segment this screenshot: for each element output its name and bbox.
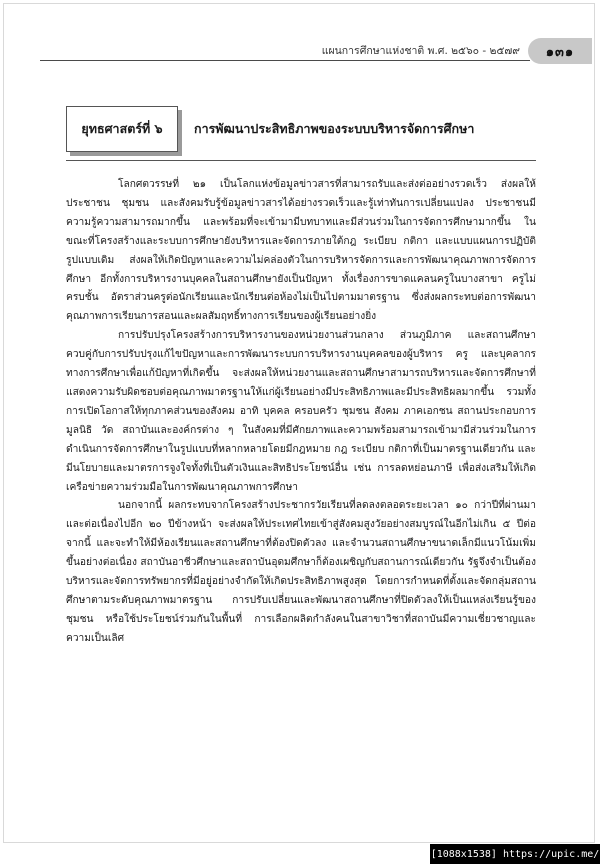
paragraph: นอกจากนี้ ผลกระทบจากโครงสร้างประชากรวัยเรียนที่ลดลงตลอดระยะเวลา ๑๐ กว่าปีที่ผ่านมาและต่อเนื่องไปอีก ๒๐ ปีข้างหน้า จะส่งผลให้ประเทศไทยเข้าสู่สังคมสูงวัยอย่างสมบูรณ์ในอีกไม่เกิน ๕ ปีต่อจากนี้ และจะทำให้มีห้องเรียนและสถานศึกษาที่ต้องปิดตัวลง และจำนวนสถานศึกษาขนาดเล็กมีแนวโน้มเพิ่มขึ้นอย่างต่อเนื่อง สถาบันอาชีวศึกษาและสถาบันอุดมศึกษาก็ต้องเผชิญกับสถานการณ์เดียวกัน รัฐจึงจำเป็นต้องบริหารและจัดการทรัพยากรที่มีอยู่อย่างจำกัดให้เกิดประสิทธิภาพสูงสุด โดยการกำหนดที่ตั้งและจัดกลุ่มสถานศึกษาตามระดับคุณภาพมาตรฐาน การปรับเปลี่ยนและพัฒนาสถานศึกษาที่ปิดตัวลงให้เป็นแหล่งเรียนรู้ของชุมชน หรือใช้ประโยชน์ร่วมกันในพื้นที่ การเลือกผลิตกำลังคนในสาขาวิชาที่สถาบันมีความเชี่ยวชาญและความเป็นเลิศ [66, 500, 536, 644]
page-number: ๑๓๑ [528, 38, 592, 64]
running-title: แผนการศึกษาแห่งชาติ พ.ศ. ๒๕๖๐ - ๒๕๗๙ [321, 45, 520, 57]
strategy-label-box: ยุทธศาสตร์ที่ ๖ [66, 106, 178, 152]
header-rule [40, 60, 530, 61]
title-rule [66, 160, 536, 161]
body-text [66, 176, 536, 649]
image-host-watermark: [1088x1538] https://upic.me/ [430, 844, 600, 864]
strategy-title: การพัฒนาประสิทธิภาพของระบบบริหารจัดการศึกษา [194, 121, 475, 136]
paragraph: การปรับปรุงโครงสร้างการบริหารงานของหน่วยงานส่วนกลาง ส่วนภูมิภาค และสถานศึกษาควบคู่กับการปรับปรุงแก้ไขปัญหาและการพัฒนาระบบการบริหารงานบุคคลของผู้บริหาร ครู และบุคลากรทางการศึกษาเพื่อแก้ปัญหาที่เกิดขึ้น จะส่งผลให้หน่วยงานและสถานศึกษาสามารถบริหารและจัดการศึกษาที่แสดงความรับผิดชอบต่อคุณภาพมาตรฐานให้แก่ผู้เรียนอย่างมีประสิทธิภาพและมีประสิทธิผลมากขึ้น รวมทั้งการเปิดโอกาสให้ทุกภาคส่วนของสังคม อาทิ บุคคล ครอบครัว ชุมชน สังคม ภาคเอกชน สถานประกอบการ มูลนิธิ วัด สถาบันและองค์กรต่าง ๆ ในสังคมที่มีศักยภาพและความพร้อมสามารถเข้ามามีส่วนร่วมในการดำเนินการจัดการศึกษาในรูปแบบที่หลากหลายโดยมีกฎหมาย กฎ ระเบียบ กติกาที่เป็นมาตรฐานเดียวกัน และมีนโยบายและมาตรการจูงใจทั้งที่เป็นตัวเงินและสิทธิประโยชน์อื่น เช่น การลดหย่อนภาษี เพื่อส่งเสริมให้เกิดเครือข่ายความร่วมมือในการพัฒนาคุณภาพการศึกษา [66, 330, 536, 493]
page-header [0, 38, 600, 70]
paragraph: โลกศตวรรษที่ ๒๑ เป็นโลกแห่งข้อมูลข่าวสารที่สามารถรับและส่งต่ออย่างรวดเร็ว ส่งผลให้ประชาชน ชุมชน และสังคมรับรู้ข้อมูลข่าวสารได้อย่างรวดเร็วและรู้เท่าทันการเปลี่ยนแปลง ประชาชนมีความรู้ความสามารถมากขึ้น และพร้อมที่จะเข้ามามีบทบาทและมีส่วนร่วมในการจัดการศึกษามากขึ้น ในขณะที่โครงสร้างและระบบการศึกษายังบริหารและจัดการภายใต้กฎ ระเบียบ กติกา และแบบแผนการปฏิบัติรูปแบบเดิม ส่งผลให้เกิดปัญหาและความไม่คล่องตัวในการบริหารจัดการและการพัฒนาคุณภาพการจัดการศึกษา อีกทั้งการบริหารงานบุคคลในสถานศึกษายังเป็นปัญหา ทั้งเรื่องการขาดแคลนครูในบางสาขา ครูไม่ครบชั้น อัตราส่วนครูต่อนักเรียนและนักเรียนต่อห้องไม่เป็นไปตามมาตรฐาน ซึ่งส่งผลกระทบต่อการพัฒนาคุณภาพการเรียนการสอนและผลสัมฤทธิ์ทางการเรียนของผู้เรียนอย่างยิ่ง [66, 179, 536, 323]
